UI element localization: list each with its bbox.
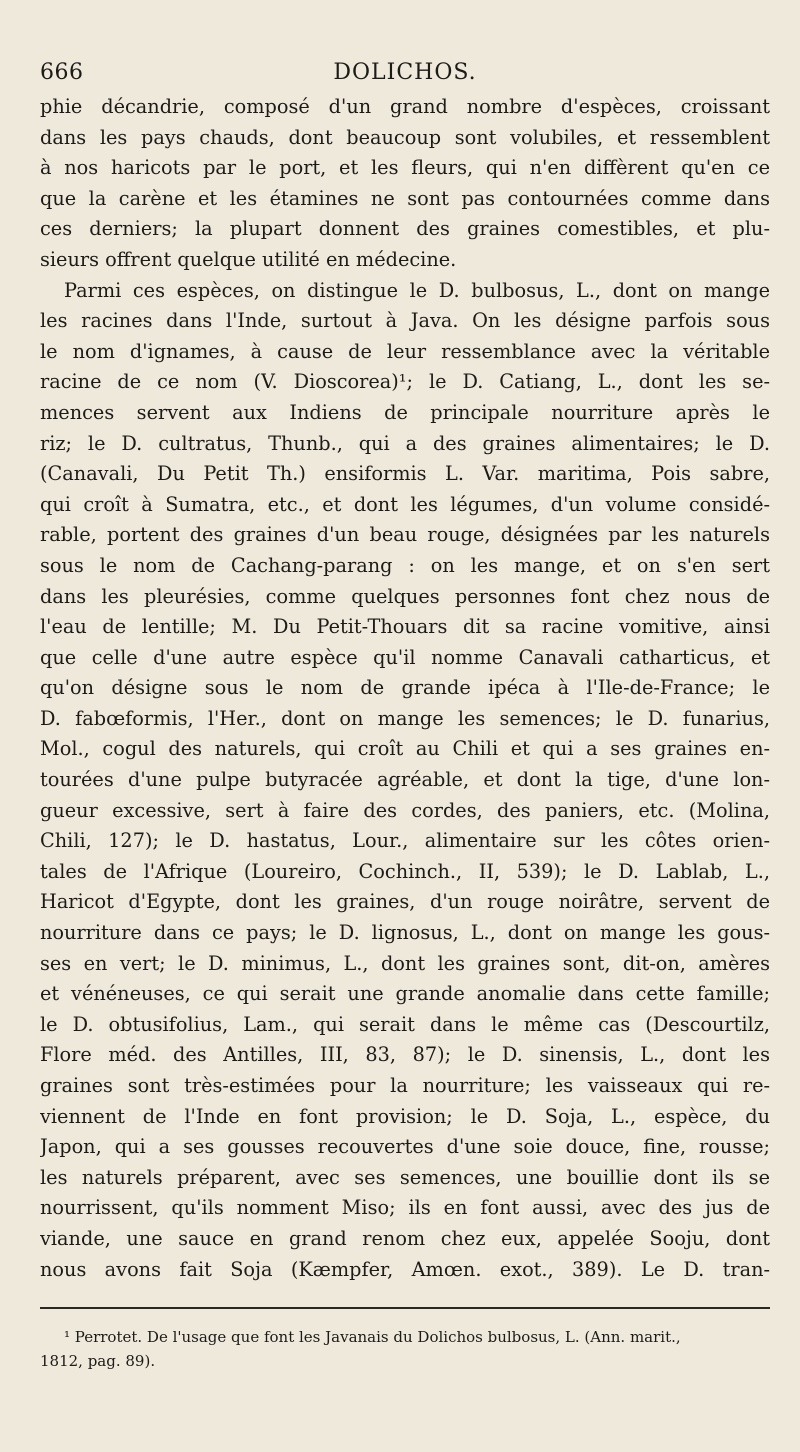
text-line: tourées d'une pulpe butyracée agréable, et dont la tige, d'une lon- [40, 768, 770, 792]
text-line: Mol., cogul des naturels, qui croît au Chili et qui a ses graines en- [40, 737, 770, 761]
text-line: graines sont très-estimées pour la nourriture; les vaisseaux qui re- [40, 1074, 770, 1097]
text-line: nous avons fait Soja (Kæmpfer, Amœn. exot., 389). Le D. tran- [40, 1257, 770, 1281]
text-line: dans les pleurésies, comme quelques personnes font chez nous de [40, 584, 770, 608]
text-line: nourriture dans ce pays; le D. lignosus, L., dont on mange les gous- [40, 921, 770, 945]
text-line: que celle d'une autre espèce qu'il nomme Canavali catharticus, et [40, 645, 770, 669]
text-line: le nom d'ignames, à cause de leur ressemblance avec la véritable [40, 339, 770, 363]
text-line: Japon, qui a ses gousses recouvertes d'une soie douce, fine, rousse; [40, 1135, 770, 1159]
text-line: viennent de l'Inde en font provision; le D. Soja, L., espèce, du [40, 1104, 770, 1128]
text-line: Chili, 127); le D. hastatus, Lour., alimentaire sur les côtes orien- [40, 829, 770, 853]
text-line: l'eau de lentille; M. Du Petit-Thouars dit sa racine vomitive, ainsi [40, 615, 770, 639]
text-line: que la carène et les étamines ne sont pas contournées comme dans [40, 186, 770, 210]
text-line: Parmi ces espèces, on distingue le D. bulbosus, L., dont on mange [64, 278, 770, 302]
text-line: tales de l'Afrique (Loureiro, Cochinch., II, 539); le D. Lablab, L., [40, 859, 770, 883]
text-line: les naturels préparent, avec ses semences, une bouillie dont ils se [40, 1165, 770, 1189]
text-line: nourrissent, qu'ils nomment Miso; ils en font aussi, avec des jus de [40, 1196, 770, 1220]
text-line: sous le nom de Cachang-parang : on les mange, et on s'en sert [40, 553, 770, 577]
text-line: et vénéneuses, ce qui serait une grande anomalie dans cette famille; [40, 982, 770, 1006]
text-line: rable, portent des graines d'un beau rouge, désignées par les naturels [40, 523, 770, 547]
text-line: sieurs offrent quelque utilité en médecine. [40, 247, 457, 271]
body-text [40, 92, 770, 1285]
text-line: riz; le D. cultratus, Thunb., qui a des graines alimentaires; le D. [40, 431, 770, 455]
text-line: dans les pays chauds, dont beaucoup sont volubiles, et ressemblent [40, 125, 770, 149]
text-line: viande, une sauce en grand renom chez eux, appelée Sooju, dont [40, 1226, 770, 1250]
text-line: mences servent aux Indiens de principale nourriture après le [40, 400, 770, 424]
text-line: à nos haricots par le port, et les fleurs, qui n'en diffèrent qu'en ce [40, 156, 770, 180]
footnote-line: ¹ Perrotet. De l'usage que font les Javanais du Dolichos bulbosus, L. (Ann. marit., [64, 1328, 681, 1347]
footnote [40, 1325, 770, 1373]
text-line: Flore méd. des Antilles, III, 83, 87); le D. sinensis, L., dont les [40, 1043, 770, 1067]
text-line: ces derniers; la plupart donnent des graines comestibles, et plu- [40, 217, 770, 241]
text-line: (Canavali, Du Petit Th.) ensiformis L. Var. maritima, Pois sabre, [40, 462, 770, 486]
text-line: qu'on désigne sous le nom de grande ipéca à l'Ile-de-France; le [40, 676, 770, 700]
text-line: racine de ce nom (V. Dioscorea)¹; le D. Catiang, L., dont les se- [40, 370, 770, 394]
text-line: qui croît à Sumatra, etc., et dont les légumes, d'un volume considé- [40, 492, 770, 516]
page-header [40, 52, 770, 92]
text-line: Haricot d'Egypte, dont les graines, d'un rouge noirâtre, servent de [40, 890, 770, 914]
text-line: phie décandrie, composé d'un grand nombre d'espèces, croissant [40, 95, 770, 118]
text-line: gueur excessive, sert à faire des cordes, des paniers, etc. (Molina, [40, 798, 770, 822]
text-line: ses en vert; le D. minimus, L., dont les graines sont, dit-on, amères [40, 951, 770, 975]
text-line: les racines dans l'Inde, surtout à Java. On les désigne parfois sous [40, 309, 770, 333]
footnote-rule [40, 1307, 770, 1309]
running-title: DOLICHOS. [333, 60, 477, 85]
text-line: D. fabœformis, l'Her., dont on mange les semences; le D. funarius, [40, 706, 770, 730]
text-line: le D. obtusifolius, Lam., qui serait dans le même cas (Descourtilz, [40, 1012, 770, 1036]
page-number: 666 [40, 60, 84, 85]
footnote-line: 1812, pag. 89). [40, 1352, 156, 1371]
